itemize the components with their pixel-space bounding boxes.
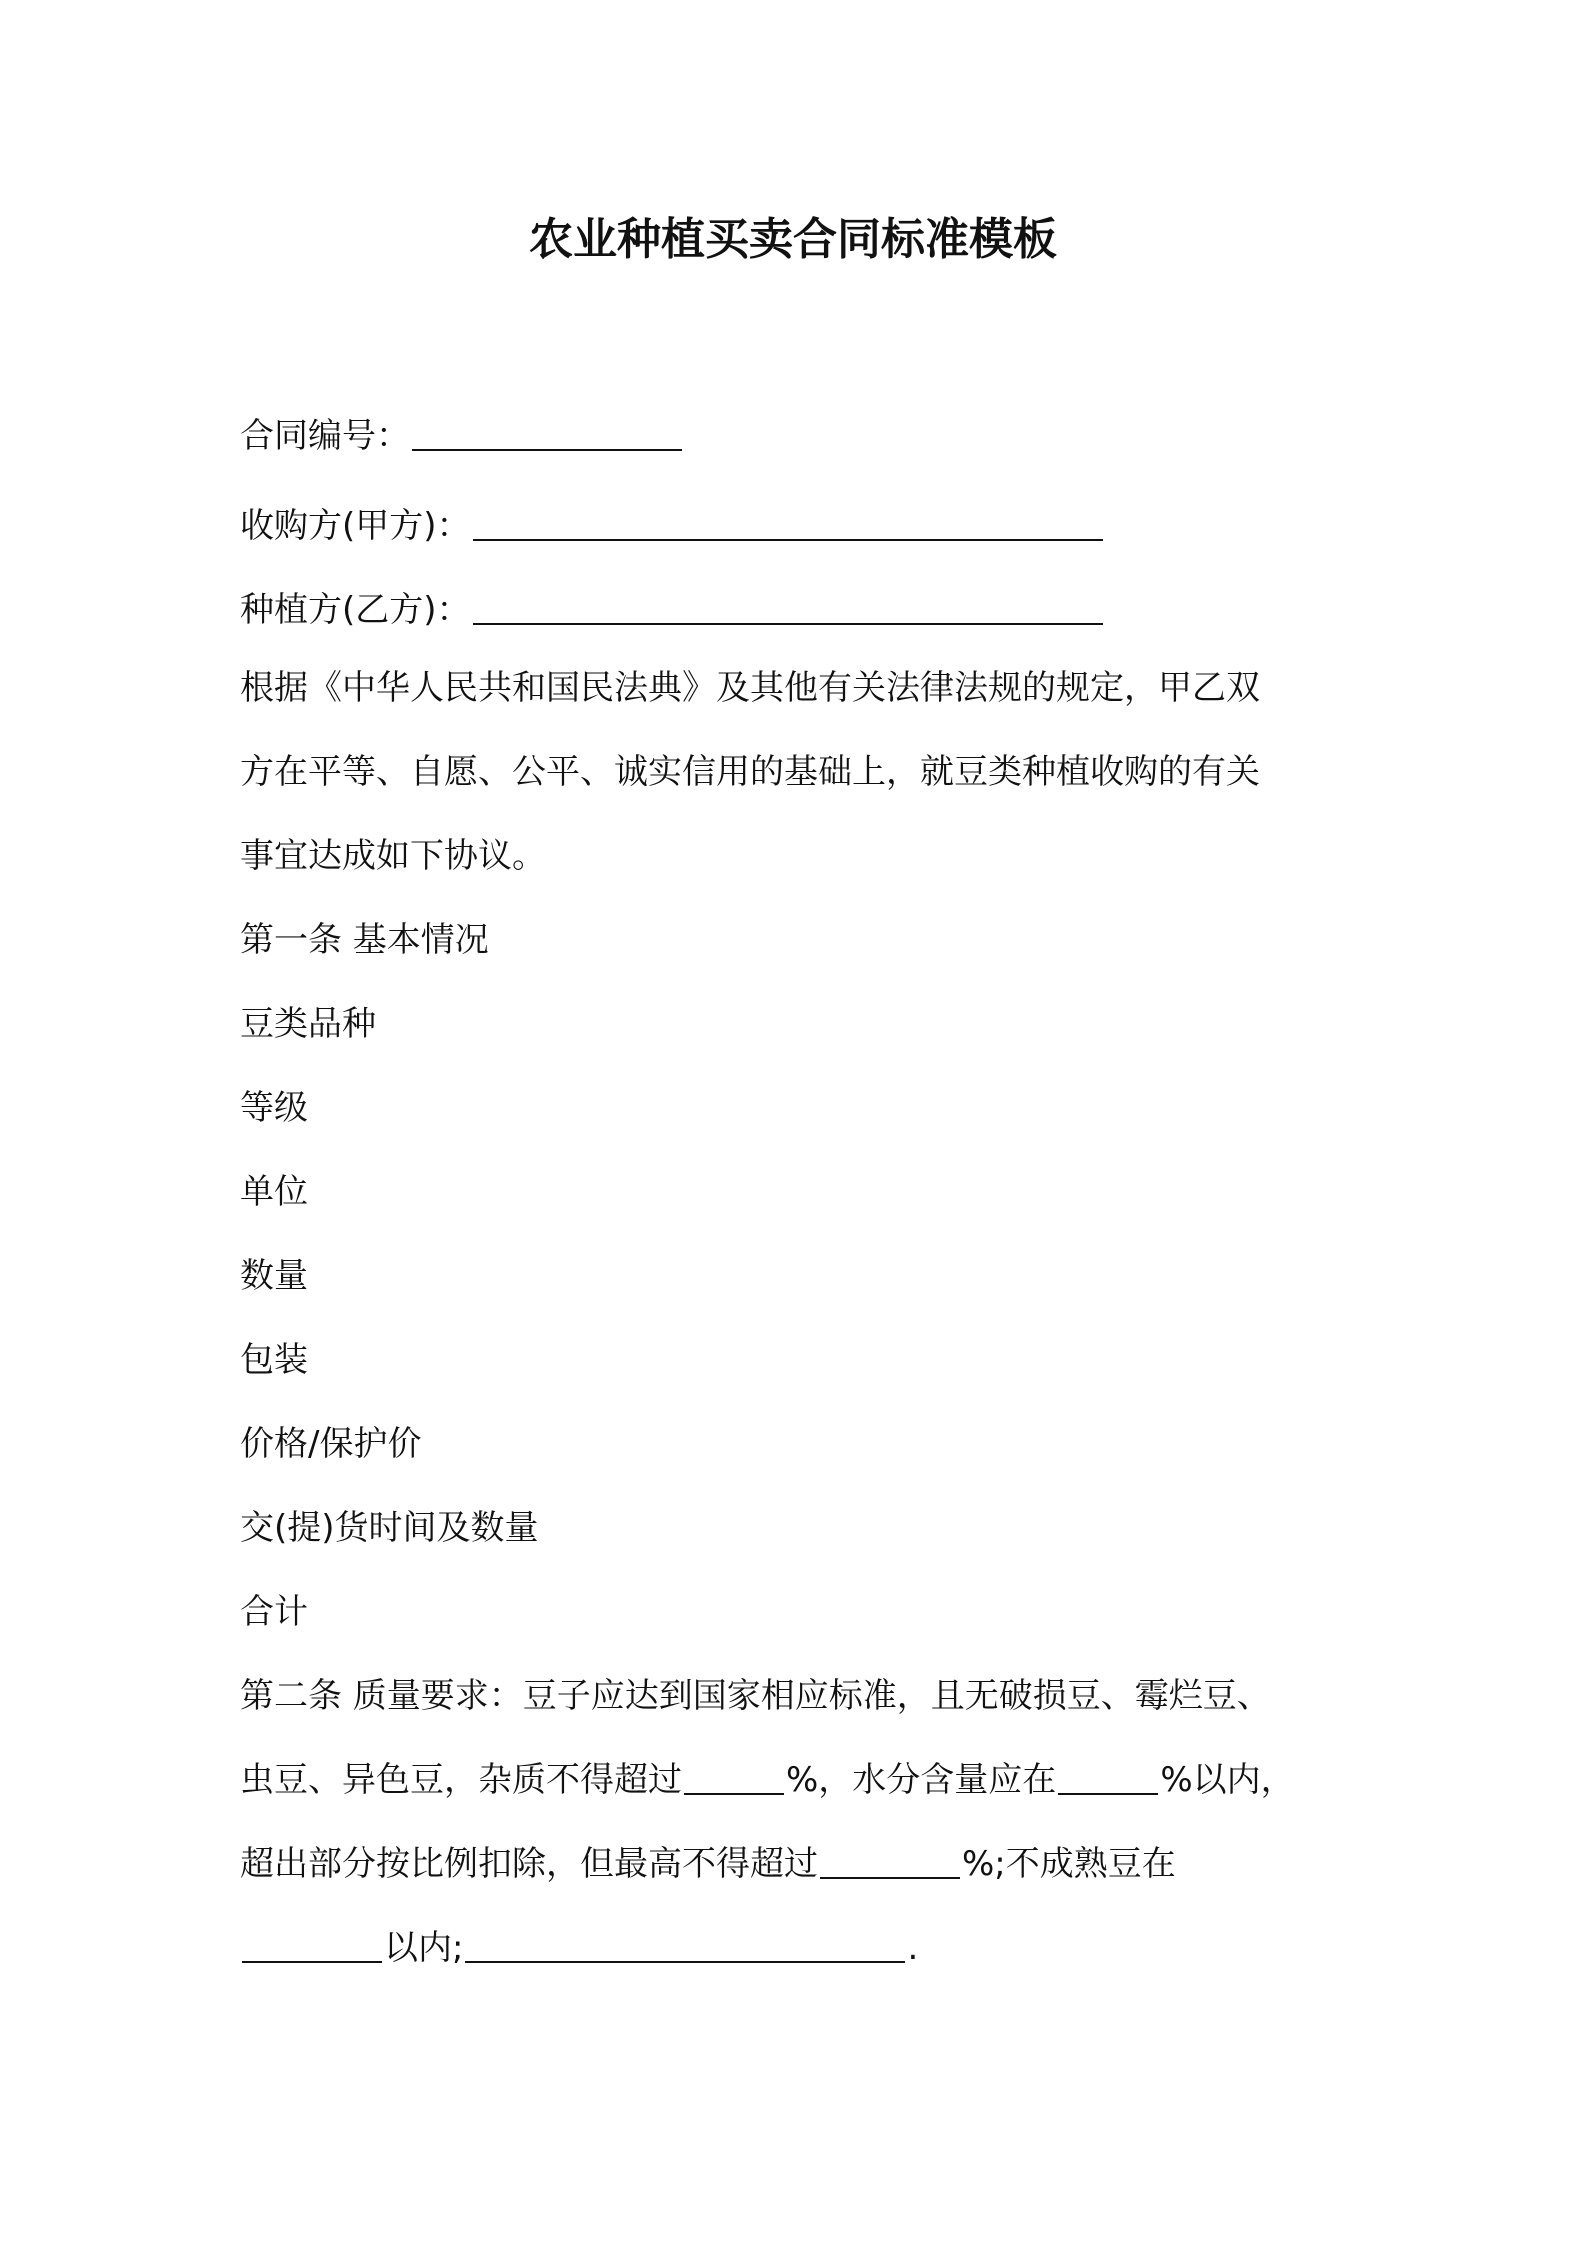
intro-line-3: 事宜达成如下协议。	[240, 836, 546, 876]
buyer-blank[interactable]	[473, 539, 1103, 541]
article2-line-4-text-b: .	[907, 1928, 919, 1968]
contract-number-label: 合同编号：	[240, 416, 410, 456]
buyer-line	[240, 502, 1105, 550]
max-deduction-blank[interactable]	[820, 1877, 960, 1879]
grower-line	[240, 586, 1105, 634]
moisture-blank[interactable]	[1058, 1793, 1158, 1795]
extra-terms-blank[interactable]	[465, 1961, 905, 1963]
intro-line-2: 方在平等、自愿、公平、诚实信用的基础上，就豆类种植收购的有关	[240, 752, 1260, 792]
article2-line-2-text-c: %以内，	[1160, 1760, 1295, 1800]
impurity-blank[interactable]	[684, 1793, 784, 1795]
article2-line-3-text-b: %;不成熟豆在	[962, 1844, 1176, 1884]
grower-blank[interactable]	[473, 623, 1103, 625]
contract-number-line	[240, 412, 684, 460]
article1-item-grade: 等级	[240, 1088, 308, 1128]
article1-item-delivery: 交(提)货时间及数量	[240, 1508, 539, 1548]
article2-line-3	[240, 1840, 1176, 1888]
article2-line-2-text-b: %，水分含量应在	[786, 1760, 1057, 1800]
article1-heading: 第一条 基本情况	[240, 920, 489, 960]
article1-item-quantity: 数量	[240, 1256, 308, 1296]
article1-item-price: 价格/保护价	[240, 1424, 422, 1464]
buyer-label: 收购方(甲方)：	[240, 506, 471, 546]
intro-line-1: 根据《中华人民共和国民法典》及其他有关法律法规的规定，甲乙双	[240, 668, 1260, 708]
article1-item-total: 合计	[240, 1592, 308, 1632]
article2-line-1: 第二条 质量要求：豆子应达到国家相应标准，且无破损豆、霉烂豆、	[240, 1676, 1271, 1716]
article1-item-packaging: 包装	[240, 1340, 308, 1380]
article2-line-2	[240, 1756, 1295, 1804]
article1-item-unit: 单位	[240, 1172, 308, 1212]
grower-label: 种植方(乙方)：	[240, 590, 471, 630]
contract-number-blank[interactable]	[412, 449, 682, 451]
article2-line-4	[240, 1924, 918, 1972]
article2-line-3-text-a: 超出部分按比例扣除，但最高不得超过	[240, 1844, 818, 1884]
immature-bean-blank[interactable]	[242, 1961, 382, 1963]
article1-item-variety: 豆类品种	[240, 1004, 376, 1044]
article2-line-2-text-a: 虫豆、异色豆，杂质不得超过	[240, 1760, 682, 1800]
article2-line-4-text-a: 以内;	[384, 1928, 464, 1968]
document-title: 农业种植买卖合同标准模板	[529, 214, 1057, 265]
